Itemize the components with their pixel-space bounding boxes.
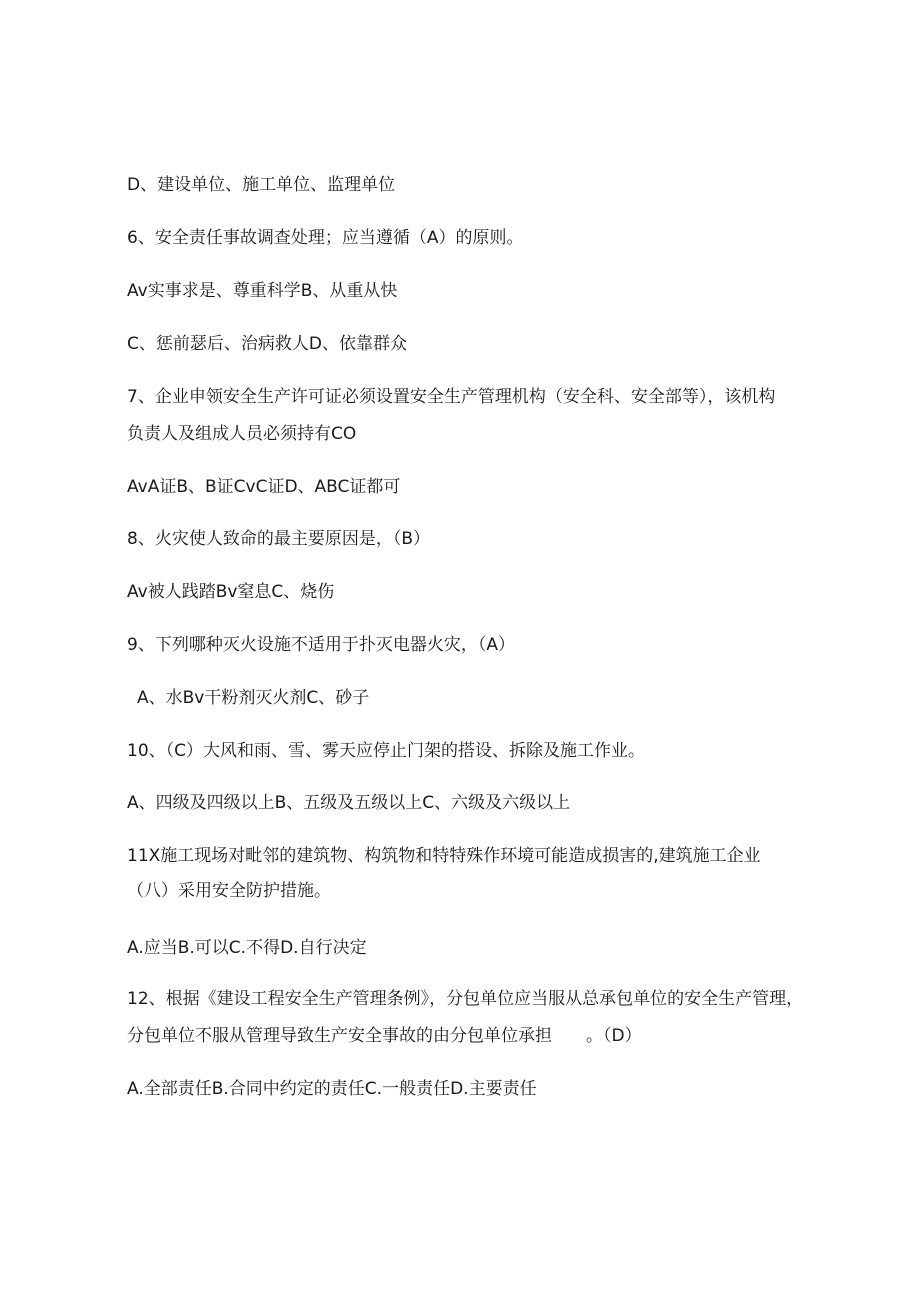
options-q6-line-1: Av实事求是、尊重科学B、从重从快 [127, 281, 398, 301]
options-q10: A、四级及四级以上B、五级及五级以上C、六级及六级以上 [127, 793, 571, 813]
options-q6-line-2: C、惩前瑟后、治病救人D、依靠群众 [127, 334, 407, 354]
options-q9: A、水Bv干粉剂灭火剂C、砂子 [137, 688, 370, 708]
question-7-line-2: 负责人及组成人员必须持有CO [127, 424, 357, 444]
question-6: 6、安全责任事故调查处理；应当遵循（A）的原则。 [127, 228, 524, 248]
question-9: 9、下列哪种灭火设施不适用于扑灭电器火灾，（A） [127, 635, 515, 655]
question-11-line-2: （八）采用安全防护措施。 [127, 881, 331, 901]
options-q11: A.应当B.可以C.不得D.自行决定 [127, 938, 367, 958]
question-11-line-1: 11X施工现场对毗邻的建筑物、构筑物和特特殊作环境可能造成损害的,建筑施工企业 [127, 846, 761, 866]
question-7-line-1: 7、企业申领安全生产许可证必须设置安全生产管理机构（安全科、安全部等），该机构 [127, 387, 776, 407]
question-12-line-1: 12、根据《建设工程安全生产管理条例》，分包单位应当服从总承包单位的安全生产管理， [127, 989, 804, 1009]
option-line-q5: D、建设单位、施工单位、监理单位 [127, 175, 396, 195]
options-q12: A.全部责任B.合同中约定的责任C.一般责任D.主要责任 [127, 1079, 537, 1099]
options-q8: Av被人践踏Bv窒息C、烧伤 [127, 582, 335, 602]
question-12-line-2: 分包单位不服从管理导致生产安全事故的由分包单位承担 。（D） [127, 1026, 642, 1046]
question-8: 8、火灾使人致命的最主要原因是，（B） [127, 529, 430, 549]
question-10: 10、（C）大风和雨、雪、雾天应停止门架的搭设、拆除及施工作业。 [127, 741, 646, 761]
options-q7: AvA证B、B证CvC证D、ABC证都可 [127, 477, 401, 497]
